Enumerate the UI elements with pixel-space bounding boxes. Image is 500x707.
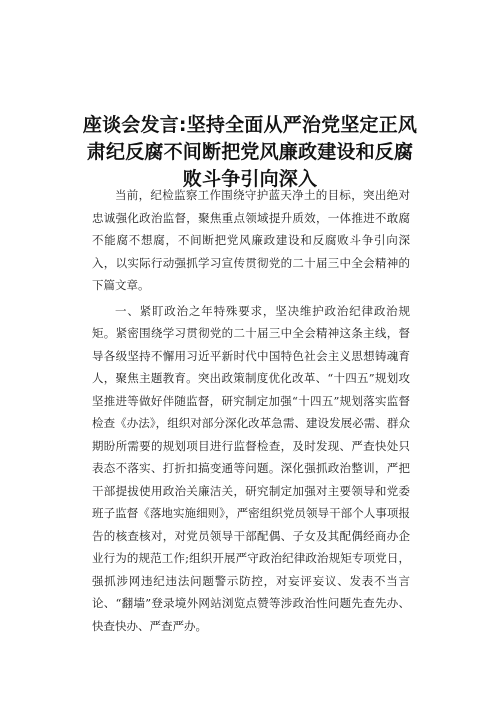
paragraph-section-one: 一、紧盯政治之年特殊要求，坚决维护政治纪律政治规矩。紧密围绕学习贯彻党的二十届三中全会精神这条主线，督导各级坚持不懈用习近平新时代中国特色社会主义思想铸魂育人，聚焦主题教育。突出政策制度优化改革、“十四五”规划攻坚推进等做好伴随监督，研究制定加强“十四五”规划落实监督检查《办法》，组织对部分深化改革急需、建设发展必需、群众期盼所需要的规划项目进行监督检查，及时发现、严查快处只表态不落实、打折扣搞变通等问题。深化强抓政治整训，严把干部提拔使用政治关廉洁关，研究制定加强对主要领导和党委班子监督《落地实施细则》，严密组织党员领导干部个人事项报告的核查核对，对党员领导干部配偶、子女及其配偶经商办企业行为的规范工作;组织开展严守政治纪律政治规矩专项党日，强抓涉网违纪违法问题警示防控，对妄评妄议、发表不当言论、“翻墙”登录境外网站浏览点赞等涉政治性问题先查先办、快查快办、严查严办。 <box>92 303 410 633</box>
paragraph-intro: 当前，纪检监察工作围绕守护蓝天净土的目标，突出绝对忠诚强化政治监督，聚焦重点领域提升质效，一体推进不敢腐不能腐不想腐，不间断把党风廉政建设和反腐败斗争引向深入，以实际行动强抓学习宣传贯彻党的二十届三中全会精神的下篇文章。 <box>92 188 410 292</box>
document-body <box>92 184 410 640</box>
document-title: 座谈会发言:坚持全面从严治党坚定正风肃纪反腐不间断把党风廉政建设和反腐败斗争引向深入 <box>82 114 418 190</box>
